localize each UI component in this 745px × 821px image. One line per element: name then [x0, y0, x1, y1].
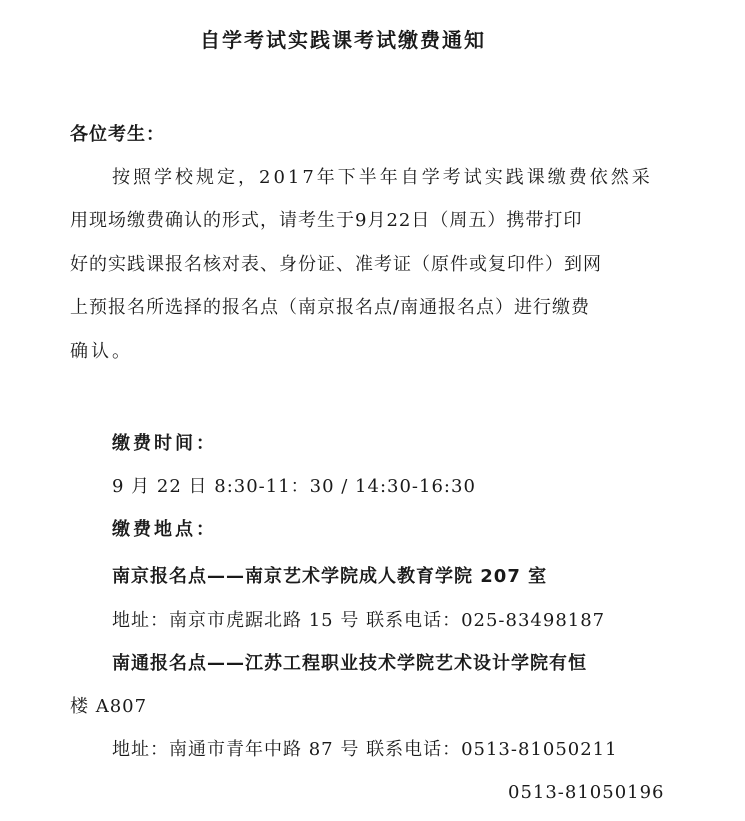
- payment-time-value: 9 月 22 日 8:30-11：30 / 14:30-16:30: [112, 476, 476, 497]
- nantong-phone-2: 0513-81050196: [508, 782, 665, 803]
- nanjing-address: 地址：南京市虎踞北路 15 号 联系电话：025-83498187: [112, 610, 606, 631]
- payment-time-heading: 缴费时间：: [112, 433, 217, 454]
- body-line-3: 好的实践课报名核对表、身份证、准考证（原件或复印件）到网: [70, 254, 602, 275]
- body-line-4: 上预报名所选择的报名点（南京报名点/南通报名点）进行缴费: [70, 297, 591, 318]
- body-line-1: 按照学校规定，2017年下半年自学考试实践课缴费依然采: [112, 167, 653, 188]
- body-line-5: 确认。: [70, 341, 133, 362]
- salutation: 各位考生：: [70, 124, 165, 145]
- page-title: 自学考试实践课考试缴费通知: [200, 28, 486, 52]
- nanjing-location: 南京报名点——南京艺术学院成人教育学院 207 室: [112, 566, 548, 587]
- nantong-location-line-2: 楼 A807: [70, 696, 148, 717]
- nantong-address: 地址：南通市青年中路 87 号 联系电话：0513-81050211: [112, 739, 618, 760]
- nantong-location-line-1: 南通报名点——江苏工程职业技术学院艺术设计学院有恒: [112, 653, 587, 674]
- payment-location-heading: 缴费地点：: [112, 519, 217, 540]
- body-line-2: 用现场缴费确认的形式，请考生于9月22日（周五）携带打印: [70, 210, 583, 231]
